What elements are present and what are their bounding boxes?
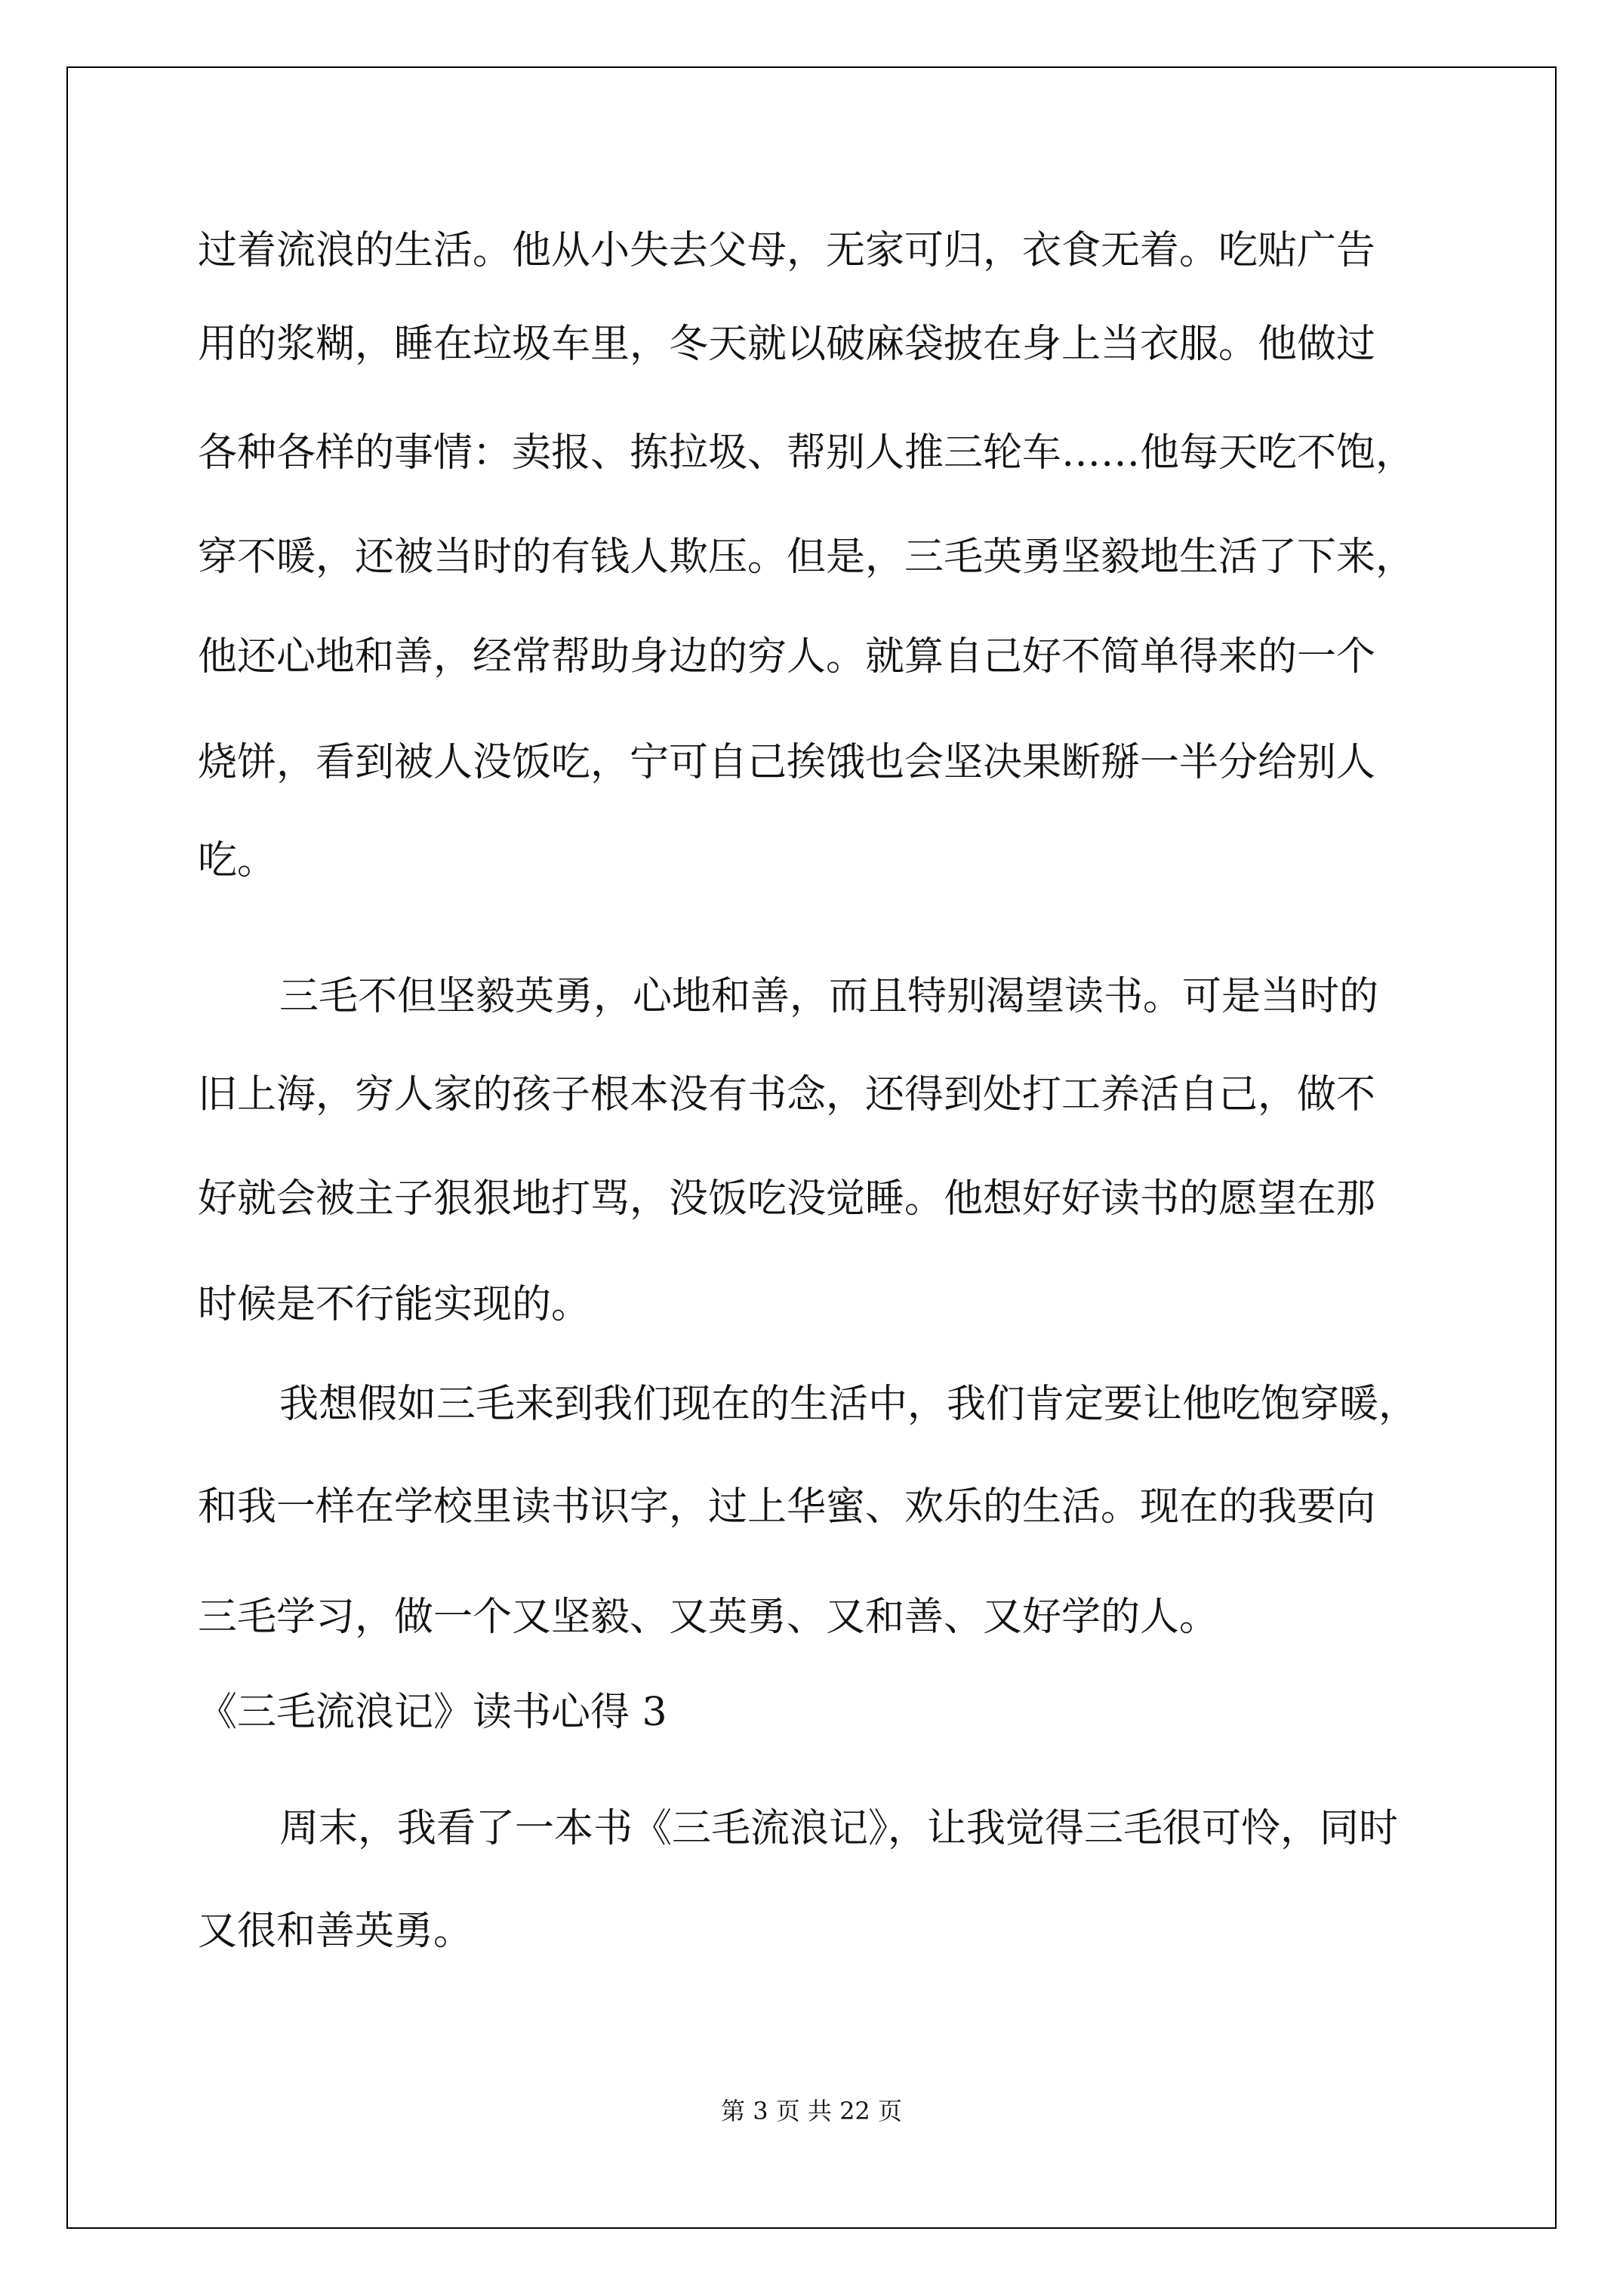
text-line: 吃。 — [198, 838, 277, 883]
text-line: 穿不暖，还被当时的有钱人欺压。但是，三毛英勇坚毅地生活了下来， — [198, 535, 1415, 580]
text-line: 烧饼，看到被人没饭吃，宁可自己挨饿也会坚决果断掰一半分给别人 — [198, 740, 1376, 785]
text-line: 他还心地和善，经常帮助身边的穷人。就算自己好不简单得来的一个 — [198, 634, 1376, 680]
section-heading: 《三毛流浪记》读书心得 3 — [198, 1690, 667, 1735]
page-footer: 第 3 页 共 22 页 — [721, 2097, 902, 2125]
page-border — [66, 66, 1557, 2229]
paragraph-first-line: 三毛不但坚毅英勇，心地和善，而且特别渴望读书。可是当时的 — [279, 974, 1379, 1019]
text-line: 旧上海，穷人家的孩子根本没有书念，还得到处打工养活自己，做不 — [198, 1072, 1376, 1117]
text-line: 过着流浪的生活。他从小失去父母，无家可归，衣食无着。吃贴广告 — [198, 228, 1376, 273]
paragraph-first-line: 周末，我看了一本书《三毛流浪记》，让我觉得三毛很可怜，同时 — [279, 1806, 1399, 1851]
text-line: 时候是不行能实现的。 — [198, 1282, 591, 1327]
text-line: 和我一样在学校里读书识字，过上华蜜、欢乐的生活。现在的我要向 — [198, 1484, 1376, 1530]
text-line: 又很和善英勇。 — [198, 1909, 473, 1954]
text-line: 用的浆糊，睡在垃圾车里，冬天就以破麻袋披在身上当衣服。他做过 — [198, 322, 1376, 367]
text-line: 各种各样的事情：卖报、拣拉圾、帮别人推三轮车……他每天吃不饱， — [198, 430, 1415, 476]
paragraph-first-line: 我想假如三毛来到我们现在的生活中，我们肯定要让他吃饱穿暖， — [279, 1382, 1418, 1427]
text-line: 三毛学习，做一个又坚毅、又英勇、又和善、又好学的人。 — [198, 1595, 1219, 1640]
text-line: 好就会被主子狠狠地打骂，没饭吃没觉睡。他想好好读书的愿望在那 — [198, 1176, 1376, 1222]
